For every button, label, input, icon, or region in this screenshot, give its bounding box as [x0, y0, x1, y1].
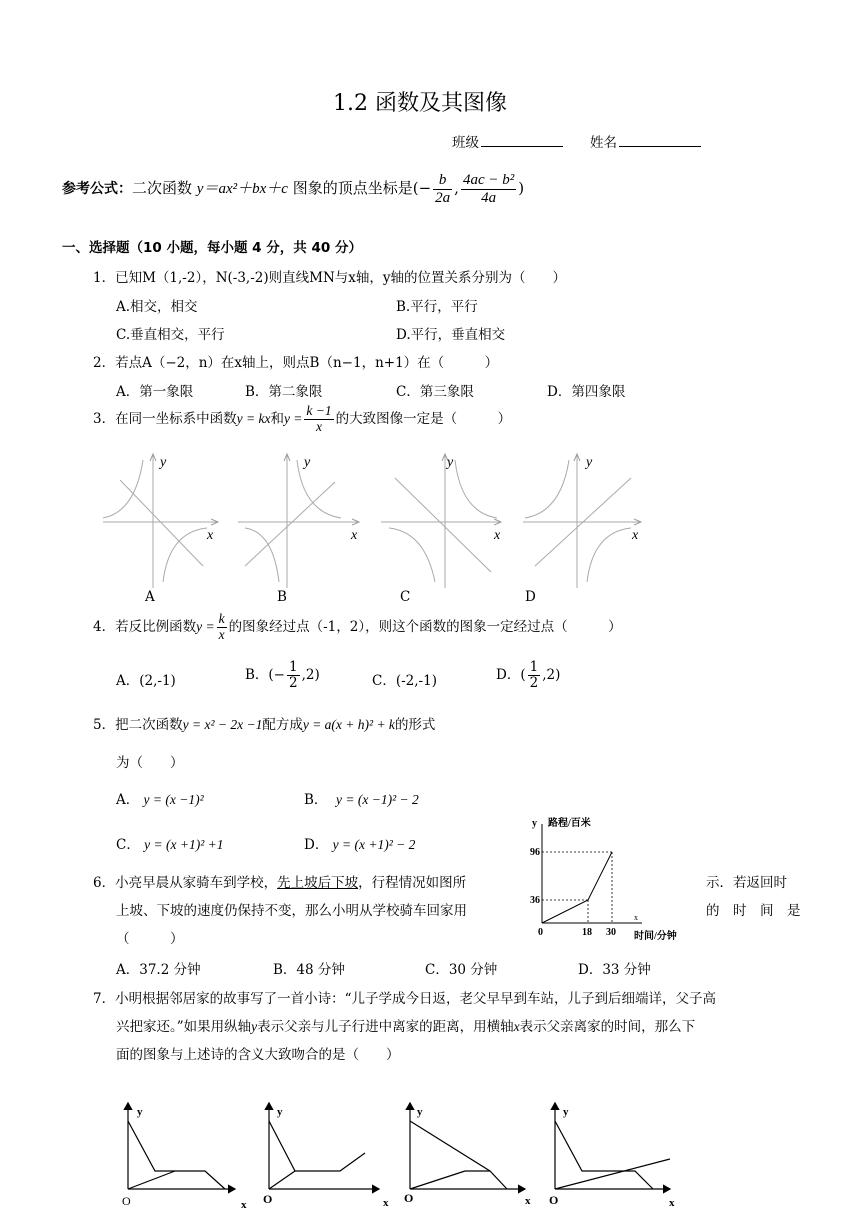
q7-line2-y: y: [251, 1019, 258, 1034]
q3-frac: [304, 404, 333, 435]
q7-graph-a[interactable]: [128, 1103, 235, 1189]
q6-line1: [93, 871, 466, 891]
q3-caption-c: C: [400, 589, 411, 605]
q7-line2-pre: 兴把家还。”如果用纵轴: [116, 1019, 252, 1035]
q6-line2-right: 的 时 间 是: [706, 903, 801, 919]
q3-graph-c[interactable]: [381, 454, 501, 588]
q5-post: 的形式: [394, 717, 436, 733]
formula-text-mid: 图象的顶点坐标是: [292, 179, 413, 197]
formula-comma: ,: [454, 179, 459, 197]
formula-frac-1: [433, 172, 452, 206]
q5-option-a[interactable]: [116, 788, 204, 808]
q3-caption-b: B: [277, 589, 287, 605]
q5-a-label: A．: [116, 792, 140, 808]
q3-graph-a[interactable]: [103, 454, 218, 588]
formula-text-pre: 二次函数: [132, 179, 193, 197]
q7-graph-c[interactable]: [410, 1103, 525, 1189]
q3-and: 和: [270, 410, 284, 427]
formula-f2-den: 4a: [481, 189, 497, 206]
q6-option-a[interactable]: A．37.2 分钟: [116, 962, 201, 978]
q4-frac: [217, 612, 227, 643]
class-field[interactable]: [452, 131, 563, 151]
q4-d-pre: D．(: [496, 666, 526, 683]
q6-ytick-96: 96: [530, 847, 540, 858]
q7-a-x-label: x: [241, 1199, 247, 1211]
q7-a-y-label: y: [137, 1106, 143, 1118]
q3-func1: y = kx: [236, 410, 271, 426]
q3-yeq: y =: [283, 410, 303, 426]
q6-line1-underlined: 先上坡后下坡: [277, 875, 359, 891]
q7-line2-mid: 表示父亲与儿子行进中离家的距离，用横轴: [257, 1019, 514, 1035]
q4-b-num: 1: [289, 659, 298, 675]
q4-d-post: ,2): [542, 666, 561, 683]
q7-b-x-label: x: [383, 1197, 389, 1209]
q5-c-expr: y = (x +1)² +1: [144, 837, 224, 852]
q6-line3: （ ）: [116, 931, 184, 947]
q7-d-origin: O: [549, 1193, 559, 1207]
q3-graphs: [95, 448, 655, 598]
q7-c-origin: O: [404, 1191, 414, 1205]
q7-graphs: [115, 1097, 695, 1212]
q6-ytick-36: 36: [530, 895, 540, 906]
name-blank[interactable]: [619, 132, 701, 147]
q5-b-label: B．: [304, 792, 328, 808]
q6-chart: [530, 812, 695, 944]
q6-x-label: 时间/分钟: [634, 931, 677, 942]
q6-y-label: 路程/百米: [548, 818, 591, 829]
q5-stem: [93, 713, 435, 733]
q3-d-x-label: x: [632, 528, 639, 543]
q4-num: k: [218, 611, 225, 626]
q3-c-x-label: x: [494, 528, 501, 543]
q5-expr1: y = x² − 2x −1: [182, 717, 263, 732]
q1-option-a[interactable]: A.相交，相交: [116, 299, 198, 315]
q3-a-y-label: y: [160, 455, 167, 470]
q4-d-den: 2: [529, 674, 539, 691]
q7-line2-post: 表示父亲离家的时间，那么下: [519, 1019, 696, 1035]
q6-path-line: [542, 852, 612, 923]
formula-close: ): [518, 179, 525, 197]
q1-option-d[interactable]: D.平行，垂直相交: [396, 327, 506, 343]
q4-b-post: ,2): [301, 666, 320, 683]
q6-xtick-18: 18: [582, 927, 592, 938]
q3-b-x-label: x: [351, 528, 358, 543]
q7-b-y-label: y: [277, 1106, 283, 1118]
q6-option-c[interactable]: C．30 分钟: [425, 962, 498, 978]
q4-b-frac: [287, 660, 300, 691]
q4-d-num: 1: [529, 659, 539, 675]
q5-option-c[interactable]: [116, 833, 224, 853]
q4-option-c[interactable]: C．(-2,-1): [372, 673, 437, 689]
q3-post: 的大致图像一定是（ ）: [335, 410, 512, 427]
formula-f2-num: 4ac − b²: [462, 172, 515, 188]
q5-stem-line2: 为（ ）: [116, 755, 184, 771]
q7-line2: [116, 1015, 695, 1035]
q3-den: x: [316, 418, 323, 434]
section-heading: 一、选择题（10 小题，每小题 4 分，共 40 分）: [62, 240, 362, 256]
q3-b-y-label: y: [304, 455, 311, 470]
q5-b-expr: y = (x −1)² − 2: [336, 792, 419, 807]
q7-line2-x: x: [513, 1019, 520, 1034]
q2-option-d[interactable]: D．第四象限: [547, 384, 626, 400]
q3-num: k −1: [306, 403, 332, 418]
q3-c-y-label: y: [447, 455, 454, 470]
q2-option-a[interactable]: A．第一象限: [116, 384, 194, 400]
q3-caption-a: A: [145, 589, 155, 605]
formula-label: 参考公式：: [62, 181, 132, 197]
formula-f1-den: 2a: [435, 189, 451, 206]
class-blank[interactable]: [481, 132, 563, 147]
q4-d-frac: [528, 660, 541, 691]
q6-option-d[interactable]: D．33 分钟: [578, 962, 651, 978]
q5-pre: 5．把二次函数: [93, 717, 183, 733]
q4-stem: [93, 612, 622, 643]
q3-a-x-label: x: [207, 528, 214, 543]
q7-b-origin: O: [263, 1192, 273, 1206]
q2-option-c[interactable]: C．第三象限: [396, 384, 474, 400]
q2-stem: 2．若点A（−2，n）在x轴上，则点B（n−1，n+1）在（ ）: [93, 355, 499, 371]
q6-line1-pre: 6．小亮早晨从家骑车到学校，: [93, 875, 278, 891]
q6-origin: 0: [538, 927, 543, 938]
q4-b-den: 2: [289, 674, 298, 691]
q7-d-y-label: y: [563, 1106, 569, 1118]
q4-option-b[interactable]: [245, 660, 320, 691]
q5-mid: 配方成: [262, 717, 303, 733]
q6-line2: 上坡、下坡的速度仍保持不变，那么小明从学校骑车回家用: [116, 903, 467, 919]
q7-c-x-label: x: [525, 1195, 531, 1207]
formula-frac-2: [461, 172, 516, 206]
q6-y-axis: y: [532, 818, 537, 829]
q7-line3: 面的图象与上述诗的含义大致吻合的是（ ）: [116, 1047, 400, 1063]
name-field[interactable]: [590, 131, 701, 151]
q5-d-expr: y = (x +1)² − 2: [332, 837, 416, 852]
q4-den: x: [218, 626, 225, 642]
q3-caption-d: D: [525, 589, 536, 605]
formula-open: (−: [412, 179, 432, 197]
q5-expr2: y = a(x + h)² + k: [302, 717, 395, 732]
q1-option-b[interactable]: B.平行，平行: [396, 299, 478, 315]
formula-expr: y＝ax²＋bx＋c: [196, 181, 288, 197]
q5-a-expr: y = (x −1)²: [143, 792, 204, 807]
q1-stem: 1．已知M（1,-2），N(-3,-2)则直线MN与x轴，y轴的位置关系分别为（ ）: [93, 270, 567, 286]
q4-post: 的图象经过点（-1，2），则这个函数的图象一定经过点（ ）: [228, 618, 622, 635]
q7-graph-d[interactable]: [555, 1103, 670, 1189]
q4-option-a[interactable]: A．(2,-1): [116, 673, 176, 689]
q7-line1: 7．小明根据邻居家的故事写了一首小诗：“儿子学成今日返，老父早早到车站，儿子到后细端详，父子高: [93, 991, 716, 1007]
reference-formula: [62, 172, 524, 206]
q5-d-label: D．: [304, 837, 329, 853]
q7-d-x-label: x: [669, 1197, 675, 1209]
q5-c-label: C．: [116, 837, 140, 853]
q3-graph-b[interactable]: [238, 454, 359, 588]
q3-d-y-label: y: [586, 455, 593, 470]
class-label: 班级: [452, 135, 479, 151]
q3-pre: 3．在同一坐标系中函数: [93, 410, 237, 427]
q6-line1-right: 示．若返回时: [706, 875, 787, 891]
q6-xtick-30: 30: [606, 927, 616, 938]
q7-a-origin: O: [122, 1194, 131, 1208]
q6-x-axis: x: [634, 913, 638, 922]
q5-option-b[interactable]: [304, 788, 419, 808]
q4-yeq: y =: [196, 618, 215, 634]
formula-f1-num: b: [433, 172, 452, 190]
q4-pre: 4．若反比例函数: [93, 618, 197, 635]
q7-graph-b[interactable]: [269, 1103, 379, 1189]
q7-c-y-label: y: [417, 1106, 423, 1118]
q6-line1-post: ，行程情况如图所: [358, 875, 467, 891]
name-label: 姓名: [590, 135, 617, 151]
q4-b-pre: B．(−: [245, 666, 285, 683]
q3-graph-d[interactable]: [523, 454, 641, 588]
q5-option-d[interactable]: [304, 833, 415, 853]
q6-option-b[interactable]: B．48 分钟: [273, 962, 345, 978]
page-title: 1.2 函数及其图像: [333, 91, 507, 116]
q1-option-c[interactable]: C.垂直相交，平行: [116, 327, 225, 343]
q3-stem: [93, 404, 511, 435]
q2-option-b[interactable]: B．第二象限: [245, 384, 323, 400]
q4-option-d[interactable]: [496, 660, 560, 691]
